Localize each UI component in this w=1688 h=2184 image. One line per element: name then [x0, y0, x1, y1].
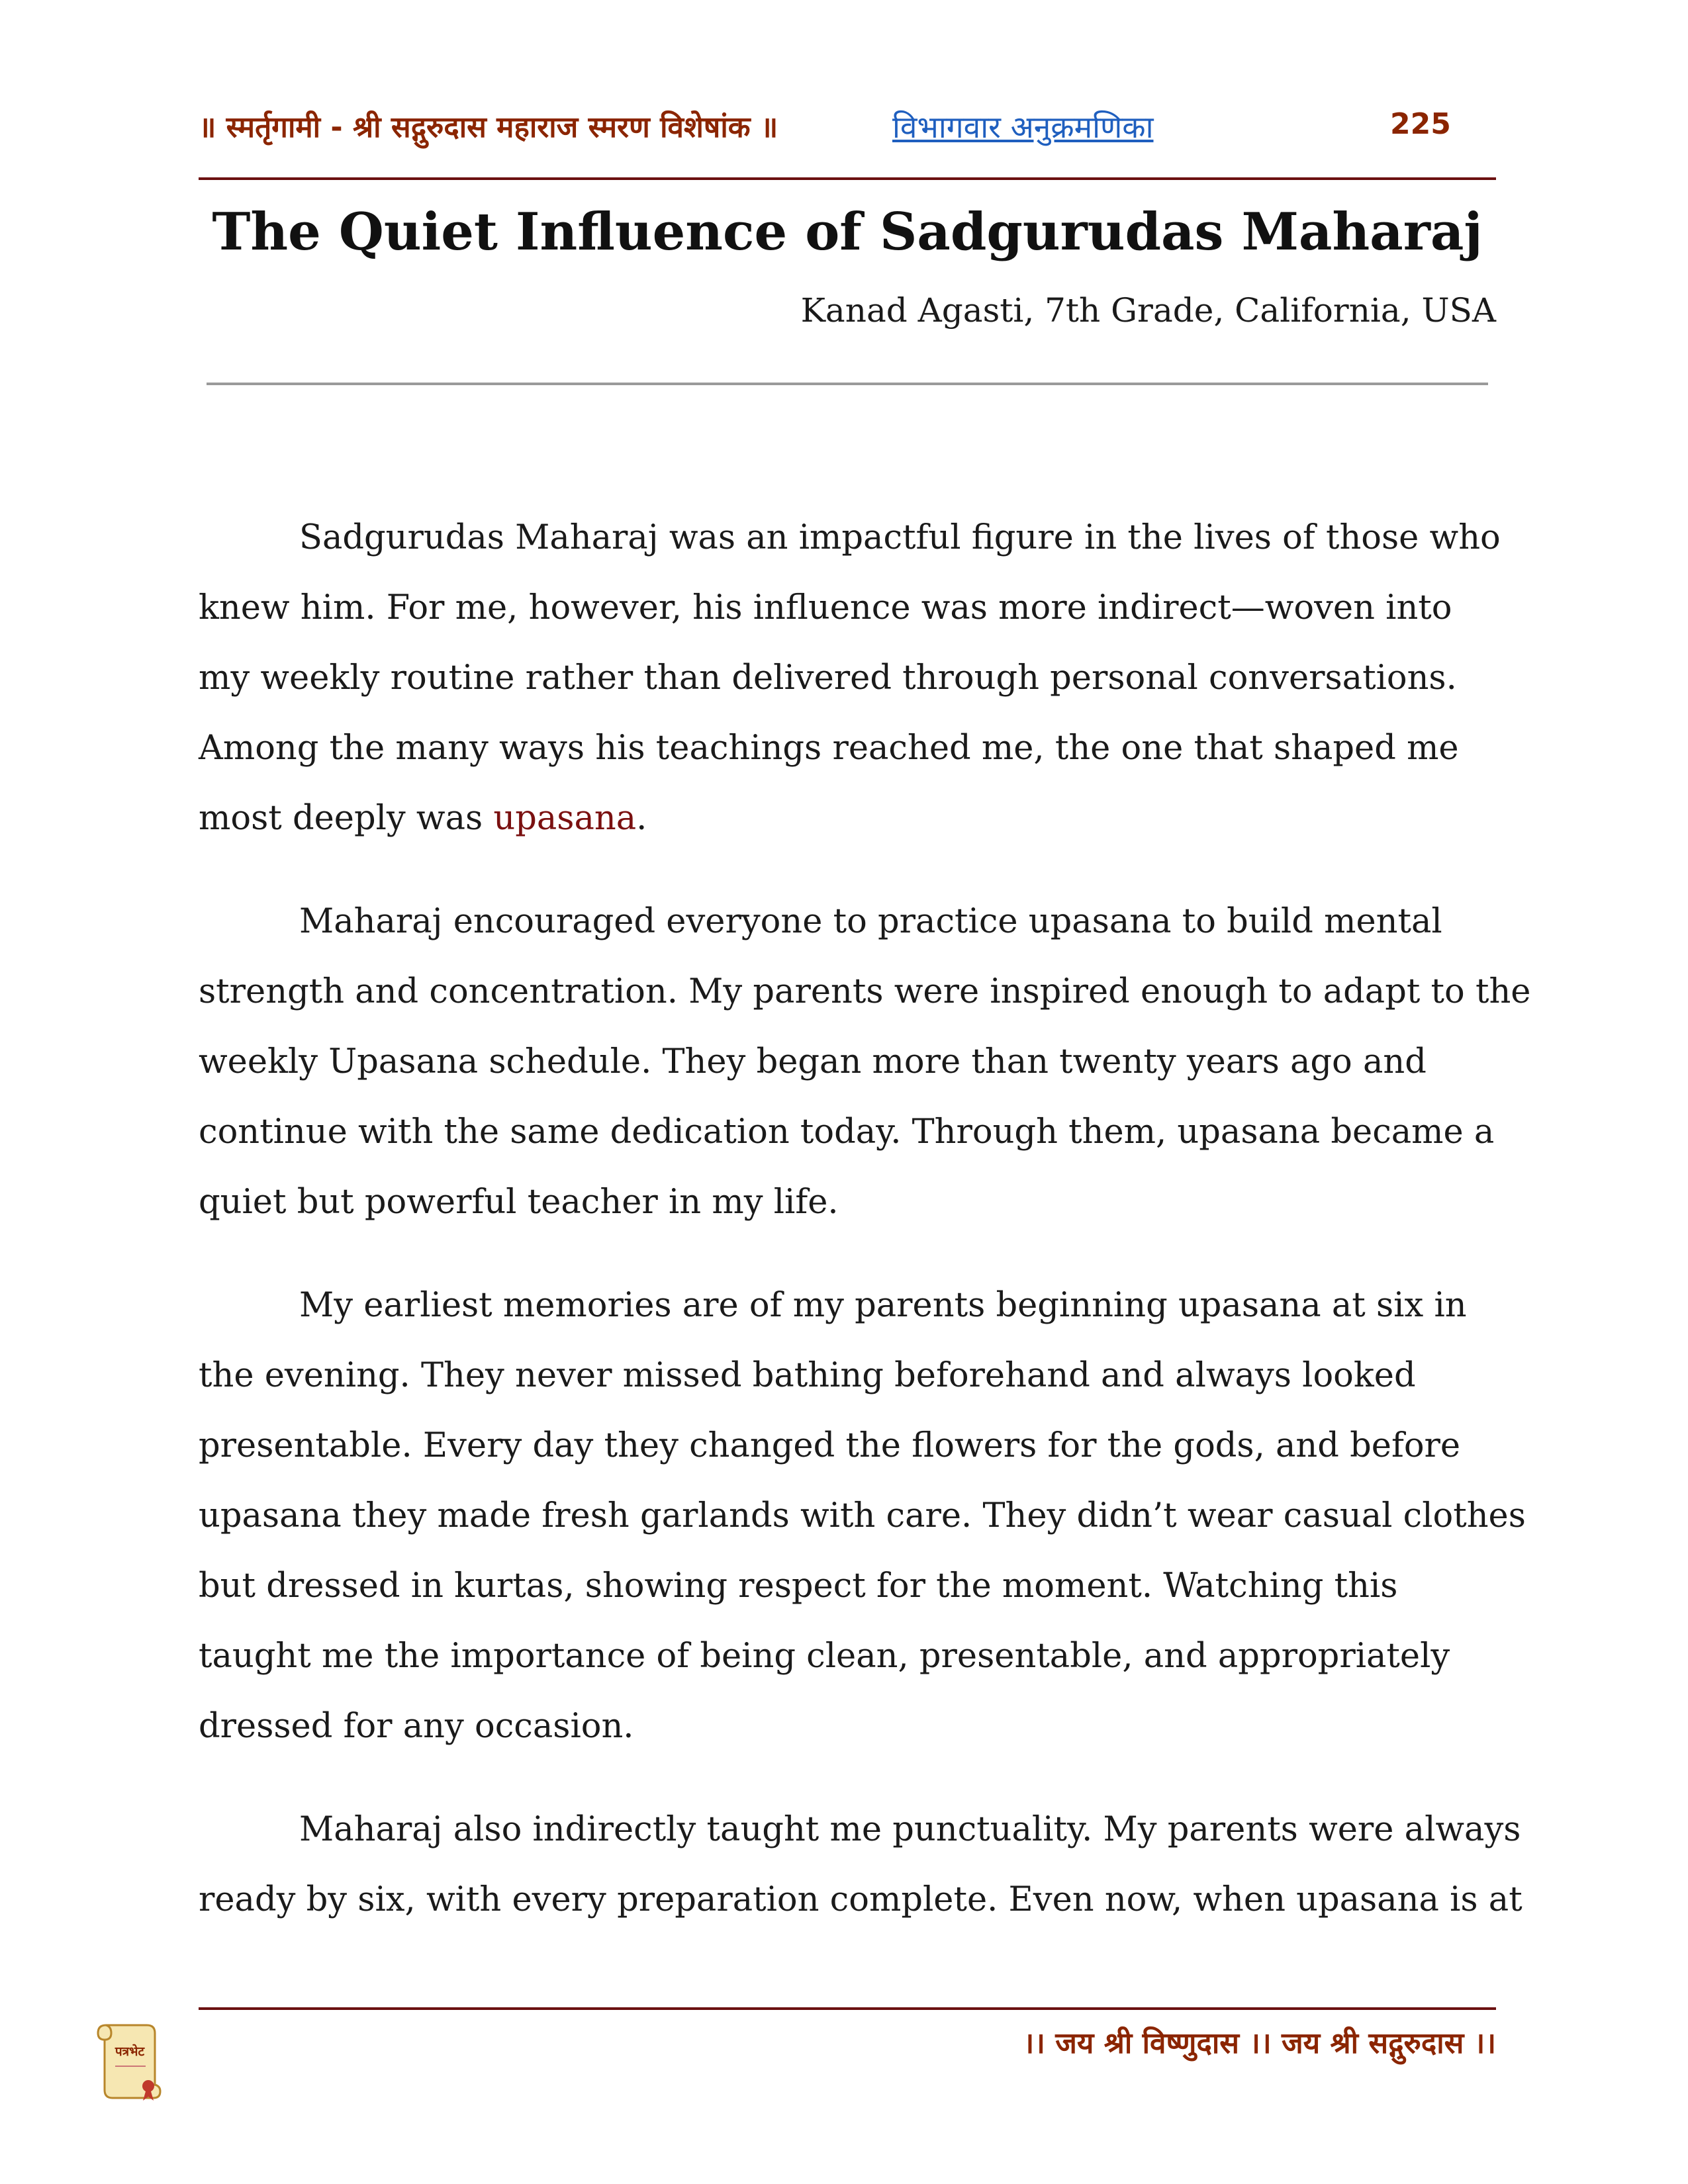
- article-body: [199, 503, 1531, 1968]
- highlighted-term: upasana: [493, 799, 637, 838]
- line-text: .: [636, 799, 647, 838]
- paragraph-line: [199, 784, 1496, 854]
- paragraph-line: knew him. For me, however, his influence was more indirect—woven into: [199, 588, 1452, 627]
- paragraph-line: weekly Upasana schedule. They began more than twenty years ago and: [199, 1042, 1427, 1081]
- paragraph-line: quiet but powerful teacher in my life.: [199, 1183, 839, 1222]
- paragraph-line: dressed for any occasion.: [199, 1707, 634, 1746]
- paragraph-line: taught me the importance of being clean, presentable, and appropriately: [199, 1637, 1450, 1676]
- title-divider: [207, 383, 1488, 385]
- paragraph-line: upasana they made fresh garlands with care. They didn’t wear casual clothes: [199, 1496, 1526, 1535]
- scroll-logo-icon: [93, 2017, 165, 2103]
- paragraph-line: but dressed in kurtas, showing respect for the moment. Watching this: [199, 1567, 1398, 1606]
- footer-divider: [199, 2007, 1496, 2010]
- paragraph: [199, 503, 1501, 854]
- line-text: most deeply was: [199, 799, 494, 838]
- paragraph: [199, 1795, 1523, 1935]
- paragraph-line: Sadgurudas Maharaj was an impactful figure in the lives of those who: [299, 518, 1501, 557]
- paragraph-line: My earliest memories are of my parents beginning upasana at six in: [299, 1286, 1467, 1325]
- paragraph-line: my weekly routine rather than delivered through personal conversations.: [199, 659, 1457, 698]
- paragraph-line: ready by six, with every preparation complete. Even now, when upasana is at: [199, 1880, 1523, 1919]
- paragraph-line: presentable. Every day they changed the flowers for the gods, and before: [199, 1426, 1461, 1465]
- paragraph-line: Maharaj also indirectly taught me punctuality. My parents were always: [299, 1810, 1521, 1849]
- paragraph-line: Maharaj encouraged everyone to practice upasana to build mental: [299, 902, 1442, 941]
- paragraph-line: the evening. They never missed bathing beforehand and always looked: [199, 1356, 1416, 1395]
- paragraph-line: strength and concentration. My parents were inspired enough to adapt to the: [199, 972, 1531, 1011]
- article-author: Kanad Agasti, 7th Grade, California, USA: [800, 291, 1496, 330]
- paragraph: [199, 1271, 1526, 1762]
- article-title: The Quiet Influence of Sadgurudas Maharaj: [212, 202, 1483, 262]
- section-index-link[interactable]: विभागवार अनुक्रमणिका: [892, 109, 1154, 145]
- page-header: [199, 99, 1496, 152]
- paragraph-line: continue with the same dedication today. Through them, upasana became a: [199, 1113, 1495, 1152]
- footer-invocation: ।। जय श्री विष्णुदास ।। जय श्री सद्गुरुदास ।।: [1023, 2026, 1496, 2060]
- header-title: ॥ स्मर्तृगामी - श्री सद्गुरुदास महाराज स्मरण विशेषांक ॥: [199, 111, 778, 144]
- logo-label: पत्रभेट: [115, 2044, 145, 2059]
- paragraph-line: Among the many ways his teachings reached me, the one that shaped me: [199, 729, 1459, 768]
- header-divider: [199, 177, 1496, 180]
- paragraph: [199, 887, 1531, 1238]
- page-number: 225: [1390, 107, 1451, 141]
